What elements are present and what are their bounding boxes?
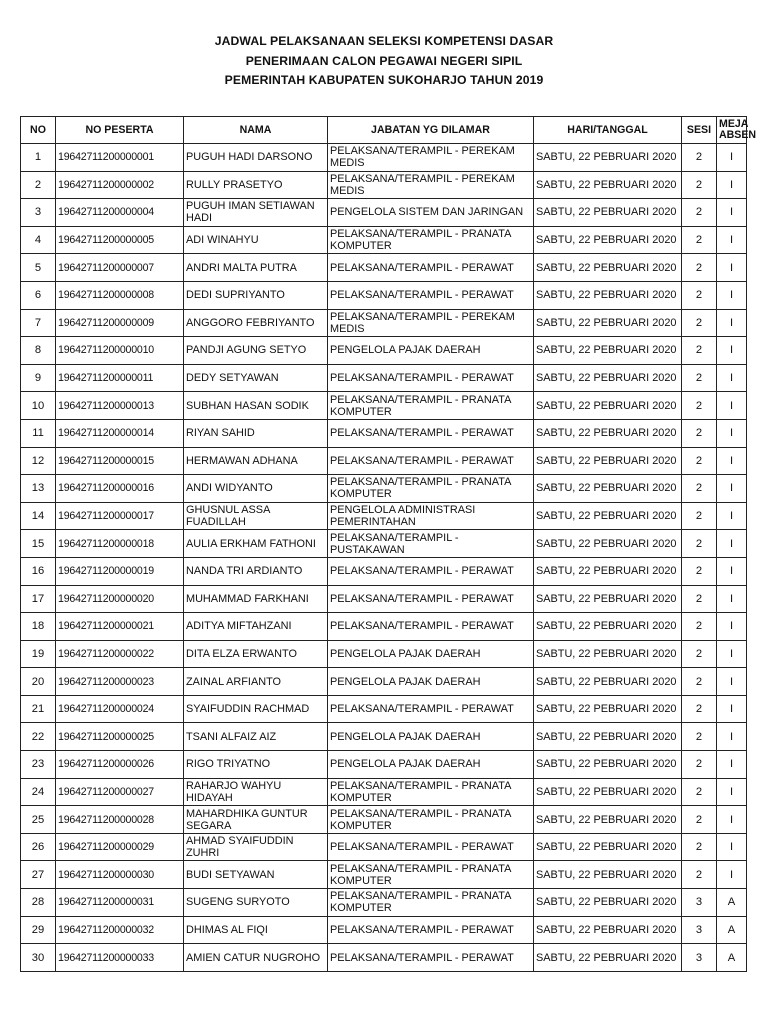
cell-no-peserta: 19642711200000005 — [56, 226, 184, 254]
cell-jabatan: PELAKSANA/TERAMPIL - PRANATA KOMPUTER — [328, 861, 534, 889]
cell-jabatan: PELAKSANA/TERAMPIL - PEREKAM MEDIS — [328, 144, 534, 172]
table-row — [21, 585, 747, 613]
table-row — [21, 751, 747, 779]
table-row — [21, 613, 747, 641]
cell-meja-absen: I — [717, 723, 747, 751]
cell-nama: TSANI ALFAIZ AIZ — [184, 723, 328, 751]
cell-meja-absen: I — [717, 309, 747, 337]
table-row — [21, 916, 747, 944]
cell-hari-tanggal: SABTU, 22 PEBRUARI 2020 — [534, 806, 682, 834]
cell-jabatan: PELAKSANA/TERAMPIL - PRANATA KOMPUTER — [328, 778, 534, 806]
cell-no-peserta: 19642711200000017 — [56, 502, 184, 530]
cell-no-peserta: 19642711200000014 — [56, 419, 184, 447]
cell-nama: PANDJI AGUNG SETYO — [184, 337, 328, 365]
cell-hari-tanggal: SABTU, 22 PEBRUARI 2020 — [534, 861, 682, 889]
cell-meja-absen: I — [717, 171, 747, 199]
cell-no: 22 — [21, 723, 56, 751]
table-row — [21, 419, 747, 447]
cell-jabatan: PENGELOLA ADMINISTRASI PEMERINTAHAN — [328, 502, 534, 530]
cell-hari-tanggal: SABTU, 22 PEBRUARI 2020 — [534, 695, 682, 723]
cell-jabatan: PELAKSANA/TERAMPIL - PERAWAT — [328, 613, 534, 641]
cell-meja-absen: I — [717, 281, 747, 309]
cell-no: 7 — [21, 309, 56, 337]
cell-no: 27 — [21, 861, 56, 889]
cell-nama: AULIA ERKHAM FATHONI — [184, 530, 328, 558]
cell-no-peserta: 19642711200000018 — [56, 530, 184, 558]
table-row — [21, 364, 747, 392]
cell-no: 11 — [21, 419, 56, 447]
cell-sesi: 2 — [682, 475, 717, 503]
cell-hari-tanggal: SABTU, 22 PEBRUARI 2020 — [534, 557, 682, 585]
cell-hari-tanggal: SABTU, 22 PEBRUARI 2020 — [534, 668, 682, 696]
cell-no-peserta: 19642711200000022 — [56, 640, 184, 668]
cell-nama: NANDA TRI ARDIANTO — [184, 557, 328, 585]
cell-meja-absen: I — [717, 695, 747, 723]
cell-jabatan: PELAKSANA/TERAMPIL - PRANATA KOMPUTER — [328, 889, 534, 917]
table-row — [21, 944, 747, 972]
table-row — [21, 392, 747, 420]
cell-no-peserta: 19642711200000013 — [56, 392, 184, 420]
cell-meja-absen: I — [717, 778, 747, 806]
cell-sesi: 2 — [682, 392, 717, 420]
cell-hari-tanggal: SABTU, 22 PEBRUARI 2020 — [534, 337, 682, 365]
table-row — [21, 337, 747, 365]
header-hari-tanggal: HARI/TANGGAL — [534, 117, 682, 144]
cell-jabatan: PELAKSANA/TERAMPIL - PRANATA KOMPUTER — [328, 806, 534, 834]
cell-sesi: 2 — [682, 613, 717, 641]
cell-no: 3 — [21, 199, 56, 227]
cell-no: 1 — [21, 144, 56, 172]
cell-sesi: 2 — [682, 530, 717, 558]
cell-nama: DEDI SUPRIYANTO — [184, 281, 328, 309]
cell-no: 23 — [21, 751, 56, 779]
cell-jabatan: PELAKSANA/TERAMPIL - PERAWAT — [328, 254, 534, 282]
cell-no: 10 — [21, 392, 56, 420]
cell-no: 14 — [21, 502, 56, 530]
table-row — [21, 889, 747, 917]
cell-jabatan: PENGELOLA PAJAK DAERAH — [328, 723, 534, 751]
cell-no-peserta: 19642711200000019 — [56, 557, 184, 585]
cell-no: 15 — [21, 530, 56, 558]
table-row — [21, 475, 747, 503]
cell-nama: RIYAN SAHID — [184, 419, 328, 447]
cell-nama: ANDI WIDYANTO — [184, 475, 328, 503]
cell-meja-absen: A — [717, 916, 747, 944]
cell-hari-tanggal: SABTU, 22 PEBRUARI 2020 — [534, 530, 682, 558]
cell-hari-tanggal: SABTU, 22 PEBRUARI 2020 — [534, 281, 682, 309]
cell-hari-tanggal: SABTU, 22 PEBRUARI 2020 — [534, 226, 682, 254]
cell-sesi: 2 — [682, 337, 717, 365]
cell-no-peserta: 19642711200000024 — [56, 695, 184, 723]
header-sesi: SESI — [682, 117, 717, 144]
cell-nama: RULLY PRASETYO — [184, 171, 328, 199]
cell-meja-absen: I — [717, 475, 747, 503]
cell-meja-absen: A — [717, 889, 747, 917]
cell-no: 9 — [21, 364, 56, 392]
cell-sesi: 2 — [682, 447, 717, 475]
cell-sesi: 2 — [682, 364, 717, 392]
cell-jabatan: PELAKSANA/TERAMPIL - PRANATA KOMPUTER — [328, 475, 534, 503]
cell-hari-tanggal: SABTU, 22 PEBRUARI 2020 — [534, 419, 682, 447]
cell-jabatan: PELAKSANA/TERAMPIL - PERAWAT — [328, 695, 534, 723]
cell-sesi: 2 — [682, 419, 717, 447]
cell-hari-tanggal: SABTU, 22 PEBRUARI 2020 — [534, 309, 682, 337]
cell-hari-tanggal: SABTU, 22 PEBRUARI 2020 — [534, 199, 682, 227]
cell-hari-tanggal: SABTU, 22 PEBRUARI 2020 — [534, 778, 682, 806]
cell-hari-tanggal: SABTU, 22 PEBRUARI 2020 — [534, 640, 682, 668]
cell-hari-tanggal: SABTU, 22 PEBRUARI 2020 — [534, 144, 682, 172]
cell-no: 19 — [21, 640, 56, 668]
cell-meja-absen: I — [717, 640, 747, 668]
cell-no-peserta: 19642711200000028 — [56, 806, 184, 834]
cell-hari-tanggal: SABTU, 22 PEBRUARI 2020 — [534, 613, 682, 641]
cell-no-peserta: 19642711200000015 — [56, 447, 184, 475]
cell-no-peserta: 19642711200000007 — [56, 254, 184, 282]
cell-no: 2 — [21, 171, 56, 199]
table-row — [21, 254, 747, 282]
cell-hari-tanggal: SABTU, 22 PEBRUARI 2020 — [534, 916, 682, 944]
cell-meja-absen: I — [717, 613, 747, 641]
header-jabatan: JABATAN YG DILAMAR — [328, 117, 534, 144]
cell-no-peserta: 19642711200000023 — [56, 668, 184, 696]
table-row — [21, 806, 747, 834]
cell-no: 28 — [21, 889, 56, 917]
cell-nama: PUGUH IMAN SETIAWAN HADI — [184, 199, 328, 227]
cell-jabatan: PELAKSANA/TERAMPIL - PRANATA KOMPUTER — [328, 392, 534, 420]
cell-nama: ZAINAL ARFIANTO — [184, 668, 328, 696]
cell-nama: ADITYA MIFTAHZANI — [184, 613, 328, 641]
cell-jabatan: PELAKSANA/TERAMPIL - PERAWAT — [328, 419, 534, 447]
cell-sesi: 3 — [682, 944, 717, 972]
cell-hari-tanggal: SABTU, 22 PEBRUARI 2020 — [534, 254, 682, 282]
cell-meja-absen: I — [717, 144, 747, 172]
cell-sesi: 2 — [682, 861, 717, 889]
cell-hari-tanggal: SABTU, 22 PEBRUARI 2020 — [534, 723, 682, 751]
cell-sesi: 2 — [682, 833, 717, 861]
table-row — [21, 668, 747, 696]
cell-no: 21 — [21, 695, 56, 723]
cell-nama: ANDRI MALTA PUTRA — [184, 254, 328, 282]
cell-meja-absen: I — [717, 502, 747, 530]
title-line-3: PEMERINTAH KABUPATEN SUKOHARJO TAHUN 2019 — [224, 73, 544, 87]
table-row — [21, 144, 747, 172]
cell-no: 4 — [21, 226, 56, 254]
cell-meja-absen: I — [717, 199, 747, 227]
cell-nama: RAHARJO WAHYU HIDAYAH — [184, 778, 328, 806]
cell-no-peserta: 19642711200000029 — [56, 833, 184, 861]
cell-jabatan: PENGELOLA SISTEM DAN JARINGAN — [328, 199, 534, 227]
cell-no: 20 — [21, 668, 56, 696]
cell-meja-absen: I — [717, 530, 747, 558]
cell-nama: ANGGORO FEBRIYANTO — [184, 309, 328, 337]
cell-sesi: 2 — [682, 226, 717, 254]
cell-no-peserta: 19642711200000025 — [56, 723, 184, 751]
cell-jabatan: PELAKSANA/TERAMPIL - PRANATA KOMPUTER — [328, 226, 534, 254]
cell-jabatan: PELAKSANA/TERAMPIL - PEREKAM MEDIS — [328, 309, 534, 337]
cell-no-peserta: 19642711200000031 — [56, 889, 184, 917]
cell-nama: RIGO TRIYATNO — [184, 751, 328, 779]
cell-no: 6 — [21, 281, 56, 309]
cell-jabatan: PELAKSANA/TERAMPIL - PERAWAT — [328, 364, 534, 392]
cell-nama: HERMAWAN ADHANA — [184, 447, 328, 475]
cell-no-peserta: 19642711200000033 — [56, 944, 184, 972]
cell-no: 13 — [21, 475, 56, 503]
cell-no-peserta: 19642711200000020 — [56, 585, 184, 613]
cell-nama: SUGENG SURYOTO — [184, 889, 328, 917]
cell-nama: MAHARDHIKA GUNTUR SEGARA — [184, 806, 328, 834]
cell-no-peserta: 19642711200000021 — [56, 613, 184, 641]
table-row — [21, 778, 747, 806]
cell-sesi: 2 — [682, 695, 717, 723]
cell-sesi: 2 — [682, 806, 717, 834]
header-meja-absen: MEJA ABSEN — [717, 117, 747, 144]
header-nama: NAMA — [184, 117, 328, 144]
cell-hari-tanggal: SABTU, 22 PEBRUARI 2020 — [534, 364, 682, 392]
cell-jabatan: PELAKSANA/TERAMPIL - PERAWAT — [328, 557, 534, 585]
cell-jabatan: PELAKSANA/TERAMPIL - PERAWAT — [328, 833, 534, 861]
cell-nama: DITA ELZA ERWANTO — [184, 640, 328, 668]
cell-meja-absen: I — [717, 254, 747, 282]
table-body — [21, 144, 747, 972]
cell-no-peserta: 19642711200000030 — [56, 861, 184, 889]
cell-meja-absen: I — [717, 585, 747, 613]
cell-sesi: 2 — [682, 144, 717, 172]
cell-no: 8 — [21, 337, 56, 365]
cell-nama: SUBHAN HASAN SODIK — [184, 392, 328, 420]
cell-sesi: 3 — [682, 916, 717, 944]
cell-no: 25 — [21, 806, 56, 834]
cell-no: 26 — [21, 833, 56, 861]
cell-sesi: 2 — [682, 668, 717, 696]
header-no: NO — [21, 117, 56, 144]
table-row — [21, 281, 747, 309]
cell-hari-tanggal: SABTU, 22 PEBRUARI 2020 — [534, 944, 682, 972]
header-no-peserta: NO PESERTA — [56, 117, 184, 144]
table-row — [21, 557, 747, 585]
cell-jabatan: PELAKSANA/TERAMPIL - PERAWAT — [328, 281, 534, 309]
cell-sesi: 2 — [682, 640, 717, 668]
table-row — [21, 502, 747, 530]
cell-no: 17 — [21, 585, 56, 613]
cell-jabatan: PELAKSANA/TERAMPIL - PERAWAT — [328, 916, 534, 944]
cell-no-peserta: 19642711200000002 — [56, 171, 184, 199]
cell-meja-absen: I — [717, 668, 747, 696]
cell-nama: DEDY SETYAWAN — [184, 364, 328, 392]
cell-no-peserta: 19642711200000008 — [56, 281, 184, 309]
cell-nama: AHMAD SYAIFUDDIN ZUHRI — [184, 833, 328, 861]
cell-meja-absen: I — [717, 447, 747, 475]
cell-meja-absen: I — [717, 364, 747, 392]
cell-nama: MUHAMMAD FARKHANI — [184, 585, 328, 613]
cell-jabatan: PELAKSANA/TERAMPIL - PEREKAM MEDIS — [328, 171, 534, 199]
cell-nama: DHIMAS AL FIQI — [184, 916, 328, 944]
cell-jabatan: PELAKSANA/TERAMPIL - PUSTAKAWAN — [328, 530, 534, 558]
cell-sesi: 2 — [682, 199, 717, 227]
cell-no-peserta: 19642711200000027 — [56, 778, 184, 806]
cell-no-peserta: 19642711200000016 — [56, 475, 184, 503]
cell-meja-absen: I — [717, 833, 747, 861]
cell-nama: AMIEN CATUR NUGROHO — [184, 944, 328, 972]
title-line-2: PENERIMAAN CALON PEGAWAI NEGERI SIPIL — [245, 53, 523, 68]
cell-meja-absen: A — [717, 944, 747, 972]
cell-no-peserta: 19642711200000032 — [56, 916, 184, 944]
cell-nama: PUGUH HADI DARSONO — [184, 144, 328, 172]
cell-sesi: 2 — [682, 309, 717, 337]
cell-sesi: 2 — [682, 281, 717, 309]
cell-hari-tanggal: SABTU, 22 PEBRUARI 2020 — [534, 447, 682, 475]
cell-no: 24 — [21, 778, 56, 806]
table-header-row — [21, 117, 747, 144]
cell-hari-tanggal: SABTU, 22 PEBRUARI 2020 — [534, 751, 682, 779]
title-line-1: JADWAL PELAKSANAAN SELEKSI KOMPETENSI DASAR — [214, 34, 554, 48]
cell-no: 30 — [21, 944, 56, 972]
cell-no: 16 — [21, 557, 56, 585]
cell-jabatan: PENGELOLA PAJAK DAERAH — [328, 751, 534, 779]
cell-hari-tanggal: SABTU, 22 PEBRUARI 2020 — [534, 585, 682, 613]
cell-hari-tanggal: SABTU, 22 PEBRUARI 2020 — [534, 392, 682, 420]
table-row — [21, 171, 747, 199]
cell-no: 5 — [21, 254, 56, 282]
cell-no: 18 — [21, 613, 56, 641]
schedule-table — [20, 116, 757, 972]
cell-sesi: 2 — [682, 171, 717, 199]
cell-nama: BUDI SETYAWAN — [184, 861, 328, 889]
cell-jabatan: PELAKSANA/TERAMPIL - PERAWAT — [328, 447, 534, 475]
cell-jabatan: PELAKSANA/TERAMPIL - PERAWAT — [328, 585, 534, 613]
cell-meja-absen: I — [717, 751, 747, 779]
cell-meja-absen: I — [717, 806, 747, 834]
table-row — [21, 723, 747, 751]
cell-nama: SYAIFUDDIN RACHMAD — [184, 695, 328, 723]
cell-no-peserta: 19642711200000026 — [56, 751, 184, 779]
cell-sesi: 2 — [682, 585, 717, 613]
cell-sesi: 3 — [682, 889, 717, 917]
cell-no-peserta: 19642711200000011 — [56, 364, 184, 392]
table-row — [21, 226, 747, 254]
cell-sesi: 2 — [682, 778, 717, 806]
cell-no-peserta: 19642711200000010 — [56, 337, 184, 365]
cell-no-peserta: 19642711200000009 — [56, 309, 184, 337]
cell-nama: GHUSNUL ASSA FUADILLAH — [184, 502, 328, 530]
cell-hari-tanggal: SABTU, 22 PEBRUARI 2020 — [534, 889, 682, 917]
cell-sesi: 2 — [682, 502, 717, 530]
table-row — [21, 695, 747, 723]
cell-no: 12 — [21, 447, 56, 475]
cell-meja-absen: I — [717, 392, 747, 420]
cell-no-peserta: 19642711200000001 — [56, 144, 184, 172]
cell-meja-absen: I — [717, 337, 747, 365]
table-row — [21, 447, 747, 475]
table-row — [21, 309, 747, 337]
cell-hari-tanggal: SABTU, 22 PEBRUARI 2020 — [534, 171, 682, 199]
table-row — [21, 530, 747, 558]
table-row — [21, 833, 747, 861]
cell-meja-absen: I — [717, 861, 747, 889]
cell-meja-absen: I — [717, 226, 747, 254]
cell-jabatan: PELAKSANA/TERAMPIL - PERAWAT — [328, 944, 534, 972]
table-row — [21, 640, 747, 668]
cell-hari-tanggal: SABTU, 22 PEBRUARI 2020 — [534, 502, 682, 530]
cell-no-peserta: 19642711200000004 — [56, 199, 184, 227]
cell-sesi: 2 — [682, 751, 717, 779]
cell-nama: ADI WINAHYU — [184, 226, 328, 254]
cell-jabatan: PENGELOLA PAJAK DAERAH — [328, 337, 534, 365]
cell-sesi: 2 — [682, 557, 717, 585]
cell-sesi: 2 — [682, 254, 717, 282]
document-title — [0, 32, 768, 91]
cell-jabatan: PENGELOLA PAJAK DAERAH — [328, 640, 534, 668]
cell-sesi: 2 — [682, 723, 717, 751]
cell-hari-tanggal: SABTU, 22 PEBRUARI 2020 — [534, 475, 682, 503]
table-row — [21, 861, 747, 889]
cell-meja-absen: I — [717, 419, 747, 447]
cell-hari-tanggal: SABTU, 22 PEBRUARI 2020 — [534, 833, 682, 861]
table-row — [21, 199, 747, 227]
cell-jabatan: PENGELOLA PAJAK DAERAH — [328, 668, 534, 696]
cell-no: 29 — [21, 916, 56, 944]
cell-meja-absen: I — [717, 557, 747, 585]
